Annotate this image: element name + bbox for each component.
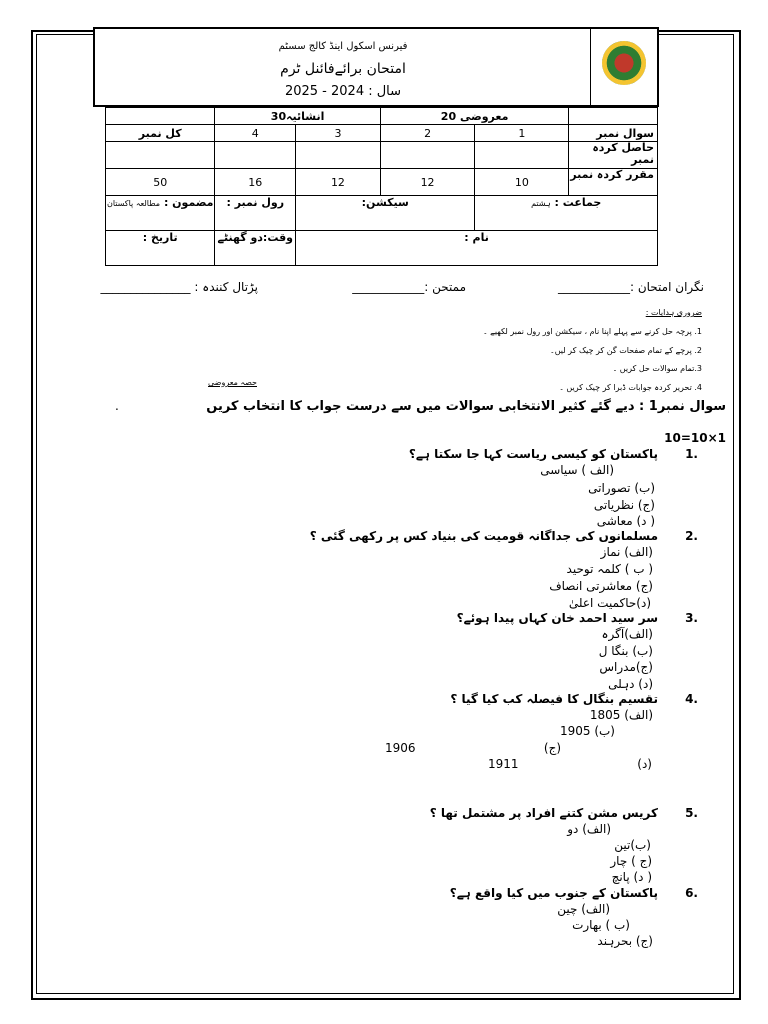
assigned-3: 12 xyxy=(296,169,381,196)
obtained-2[interactable] xyxy=(380,142,475,169)
roll-label: رول نمبر : xyxy=(226,196,285,209)
exam-header xyxy=(93,27,659,107)
objective-header: معروضی 20 xyxy=(380,108,569,125)
school-logo xyxy=(602,41,646,85)
col-4: 4 xyxy=(215,125,296,142)
question-no-label: سوال نمبر xyxy=(569,125,658,142)
q2-option-a[interactable]: (الف) نماز xyxy=(600,545,653,559)
q3-text: سر سید احمد خان کہاں پیدا ہوئے؟ xyxy=(456,611,658,625)
time-field xyxy=(215,231,296,266)
q5-option-d[interactable]: ( د) پانچ xyxy=(611,870,652,884)
q5-text: کریس مشن کتنے افراد پر مشتمل تھا ؟ xyxy=(429,806,658,820)
obtained-total[interactable] xyxy=(106,142,215,169)
subject-label: مضمون : xyxy=(163,196,214,209)
section1-title: سوال نمبر1 : دیے گئے کثیر الانتخابی سوالات میں سے درست جواب کا انتخاب کریں xyxy=(206,399,726,414)
q4-option-d-label[interactable]: (د) xyxy=(637,757,652,771)
q4-option-d-value: 1911 xyxy=(488,757,519,771)
q6-number: 6. xyxy=(685,886,698,900)
q3-option-c[interactable]: (ج)مدراس xyxy=(599,660,653,674)
q2-text: مسلمانوں کی جداگانہ قومیت کی بنیاد کس پر رکھی گئی ؟ xyxy=(309,529,658,543)
assigned-label: مقرر کردہ نمبر xyxy=(569,169,658,196)
q5-option-b[interactable]: (ب)تین xyxy=(614,838,651,852)
marks-table xyxy=(105,107,658,266)
total-header-blank xyxy=(106,108,215,125)
class-field[interactable] xyxy=(475,196,658,231)
q2-option-d[interactable]: (د)حاکمیت اعلیٰ xyxy=(568,596,651,610)
q6-option-a[interactable]: (الف) چین xyxy=(557,902,610,916)
instruction-2: 2. پرچے کے تمام صفحات گن کر چیک کر لیں۔ xyxy=(550,346,702,355)
q1-number: 1. xyxy=(685,447,698,461)
class-label: جماعت : xyxy=(554,196,602,209)
class-value: ہشتم xyxy=(531,199,551,208)
q3-number: 3. xyxy=(685,611,698,625)
assigned-1: 10 xyxy=(475,169,569,196)
section-field[interactable] xyxy=(296,196,475,231)
date-label: تاریخ : xyxy=(142,231,178,244)
q1-option-d[interactable]: ( د) معاشی xyxy=(596,514,655,528)
instruction-1: 1. پرچہ حل کرنے سے پہلے اپنا نام ، سیکشن اور رول نمبر لکھیے ۔ xyxy=(482,327,702,336)
q1-option-c[interactable]: (ج) نظریاتی xyxy=(593,498,655,512)
instruction-3: 3.تمام سوالات حل کریں ۔ xyxy=(612,364,702,373)
name-field[interactable] xyxy=(296,231,658,266)
q1-option-b[interactable]: (ب) تصوراتی xyxy=(588,481,655,495)
date-field[interactable] xyxy=(106,231,215,266)
q2-number: 2. xyxy=(685,529,698,543)
q3-option-b[interactable]: (ب) بنگا ل xyxy=(598,644,653,658)
obtained-label: حاصل کردہ نمبر xyxy=(569,142,658,169)
examiner-signature[interactable]: ممتحن :____________ xyxy=(352,280,466,294)
invigilator-signature[interactable]: نگران امتحان :____________ xyxy=(557,280,704,294)
school-name: فیرنس اسکول اینڈ کالج سسٹم xyxy=(278,41,408,52)
col-2: 2 xyxy=(380,125,475,142)
q2-option-c[interactable]: (ج) معاشرتی انصاف xyxy=(549,579,653,593)
obtained-1[interactable] xyxy=(475,142,569,169)
obtained-4[interactable] xyxy=(215,142,296,169)
assigned-2: 12 xyxy=(380,169,475,196)
session-year: سال : 2024 - 2025 xyxy=(284,84,402,99)
section1-dot: . xyxy=(115,399,119,413)
q1-text: پاکستان کو کیسی ریاست کہا جا سکتا ہے؟ xyxy=(408,447,658,461)
q4-option-c-label[interactable]: (ج) xyxy=(543,741,561,755)
section-label: سیکشن: xyxy=(361,196,409,209)
name-label: نام : xyxy=(464,231,489,244)
marks-table-corner xyxy=(569,108,658,125)
section1-marks: 10=10×1 xyxy=(664,431,726,445)
total-label: کل نمبر xyxy=(106,125,215,142)
assigned-total: 50 xyxy=(106,169,215,196)
col-1: 1 xyxy=(475,125,569,142)
q2-option-b[interactable]: ( ب ) کلمہ توحید xyxy=(566,562,653,576)
subject-field[interactable] xyxy=(106,196,215,231)
checker-signature[interactable]: پڑتال کنندہ : _______________ xyxy=(100,280,258,294)
q6-text: پاکستان کے جنوب میں کیا واقع ہے؟ xyxy=(449,886,658,900)
obtained-3[interactable] xyxy=(296,142,381,169)
q4-option-b[interactable]: (ب) 1905 xyxy=(559,724,615,738)
objective-section-title: حصہ معروضی xyxy=(208,378,257,387)
subject-value: مطالعہ پاکستان xyxy=(106,199,161,208)
instruction-4: 4. تحریر کردہ جوابات ڈبرا کر چیک کریں ۔ xyxy=(559,383,702,392)
time-label: وقت:دو گھنٹے xyxy=(217,231,294,244)
q3-option-d[interactable]: (د) دہلی xyxy=(608,677,653,691)
q3-option-a[interactable]: (الف)آگرہ xyxy=(601,627,653,641)
assigned-4: 16 xyxy=(215,169,296,196)
q5-option-c[interactable]: (ج ) چار xyxy=(610,854,652,868)
q6-option-c[interactable]: (ج) بحرہند xyxy=(597,934,653,948)
q6-option-b[interactable]: (ب ) بھارت xyxy=(572,918,630,932)
logo-cell xyxy=(590,29,657,105)
subjective-header: انشائیہ30 xyxy=(215,108,380,125)
exam-title: امتحان برائےفائنل ٹرم xyxy=(280,61,406,77)
q4-text: تقسیم بنگال کا فیصلہ کب کیا گیا ؟ xyxy=(450,692,658,706)
roll-field[interactable] xyxy=(215,196,296,231)
q4-option-c-value: 1906 xyxy=(385,741,416,755)
q5-number: 5. xyxy=(685,806,698,820)
col-3: 3 xyxy=(296,125,381,142)
q4-number: 4. xyxy=(685,692,698,706)
q1-option-a[interactable]: (الف ) سیاسی xyxy=(540,463,614,477)
instructions-title: ضروری ہدایات : xyxy=(645,308,702,317)
q5-option-a[interactable]: (الف) دو xyxy=(567,822,611,836)
q4-option-a[interactable]: (الف) 1805 xyxy=(589,708,653,722)
